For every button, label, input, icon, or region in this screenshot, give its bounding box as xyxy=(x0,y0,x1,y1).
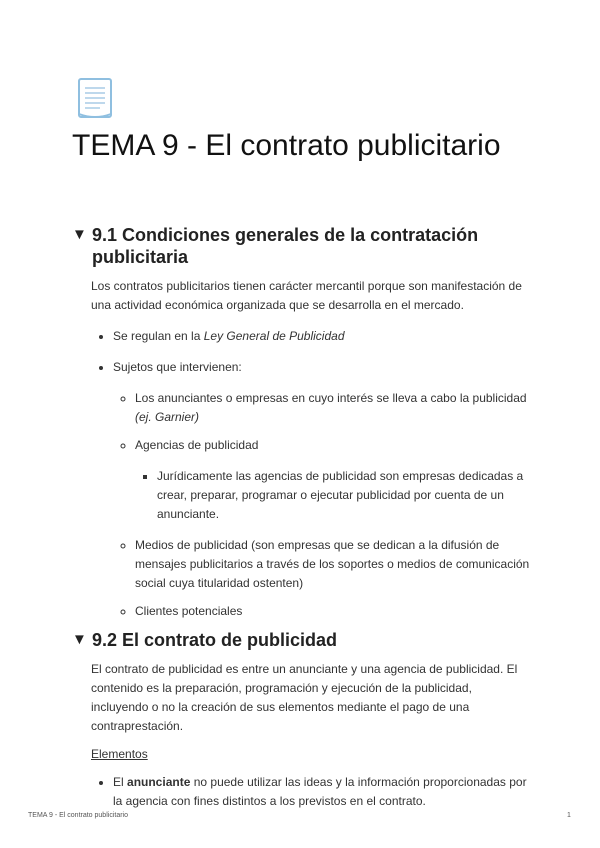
element-advertiser-bold: anunciante xyxy=(127,775,191,789)
subject-advertisers-example: (ej. Garnier) xyxy=(135,410,200,424)
bullet-subjects-text: Sujetos que intervienen: xyxy=(113,360,242,374)
toggle-triangle-icon[interactable]: ▼ xyxy=(72,631,87,648)
elements-label: Elementos xyxy=(91,747,148,761)
section-9-1-bullets xyxy=(91,327,532,621)
subject-agencies xyxy=(135,436,532,524)
elements-list xyxy=(91,773,532,811)
section-9-1-heading[interactable] xyxy=(72,224,532,268)
footer-page-number: 1 xyxy=(567,812,571,819)
element-advertiser-rest: no puede utilizar las ideas y la información proporcionadas por la agencia con fines distintos a los previstos en el contrato. xyxy=(113,775,527,808)
subject-agencies-text: Agencias de publicidad xyxy=(135,438,259,452)
subject-media: ◦ Medios de publicidad (son empresas que se dedican a la difusión de mensajes publicitarios a través de los soportes o medios de comunicación social cuya titularidad ostenten) xyxy=(135,536,532,593)
toggle-triangle-icon[interactable]: ▼ xyxy=(72,226,87,243)
section-9-2-heading[interactable] xyxy=(72,629,532,651)
section-9-1 xyxy=(72,224,532,621)
subject-advertisers-text: Los anunciantes o empresas en cuyo interés se lleva a cabo la publicidad xyxy=(135,391,527,405)
section-9-1-heading-text: 9.1 Condiciones generales de la contratación publicitaria xyxy=(92,225,479,267)
subjects-list xyxy=(113,389,532,621)
section-9-2-heading-text: 9.2 El contrato de publicidad xyxy=(92,630,338,650)
footer-title: TEMA 9 - El contrato publicitario xyxy=(28,812,128,819)
page-title: TEMA 9 - El contrato publicitario xyxy=(72,129,501,162)
bullet-regulation-text: Se regulan en la xyxy=(113,329,204,343)
section-9-1-intro: Los contratos publicitarios tienen carácter mercantil porque son manifestación de una actividad económica organizada que se desarrolla en el mercado. xyxy=(91,279,522,312)
agencies-detail: ▪ Jurídicamente las agencias de publicidad son empresas dedicadas a crear, preparar, programar o ejecutar publicidad por cuenta de un anunciante. xyxy=(157,467,532,524)
section-9-1-body xyxy=(91,277,532,621)
element-advertiser xyxy=(113,773,532,811)
section-9-2 xyxy=(72,629,532,811)
page-facing-up-icon xyxy=(76,78,114,120)
agencies-detail-list xyxy=(135,467,532,524)
subject-advertisers xyxy=(135,389,532,427)
page-content xyxy=(72,224,532,811)
bullet-regulation xyxy=(113,327,532,346)
section-9-2-body xyxy=(91,660,532,811)
section-9-2-intro: El contrato de publicidad es entre un anunciante y una agencia de publicidad. El contenido es la preparación, programación y ejecución de la publicidad, incluyendo o no la creación de sus elementos mediante el pago de una contraprestación. xyxy=(91,662,518,733)
bullet-subjects xyxy=(113,358,532,621)
element-advertiser-prefix: El xyxy=(113,775,128,789)
law-name: Ley General de Publicidad xyxy=(203,329,345,343)
subject-clients: ◦ Clientes potenciales xyxy=(135,602,532,621)
